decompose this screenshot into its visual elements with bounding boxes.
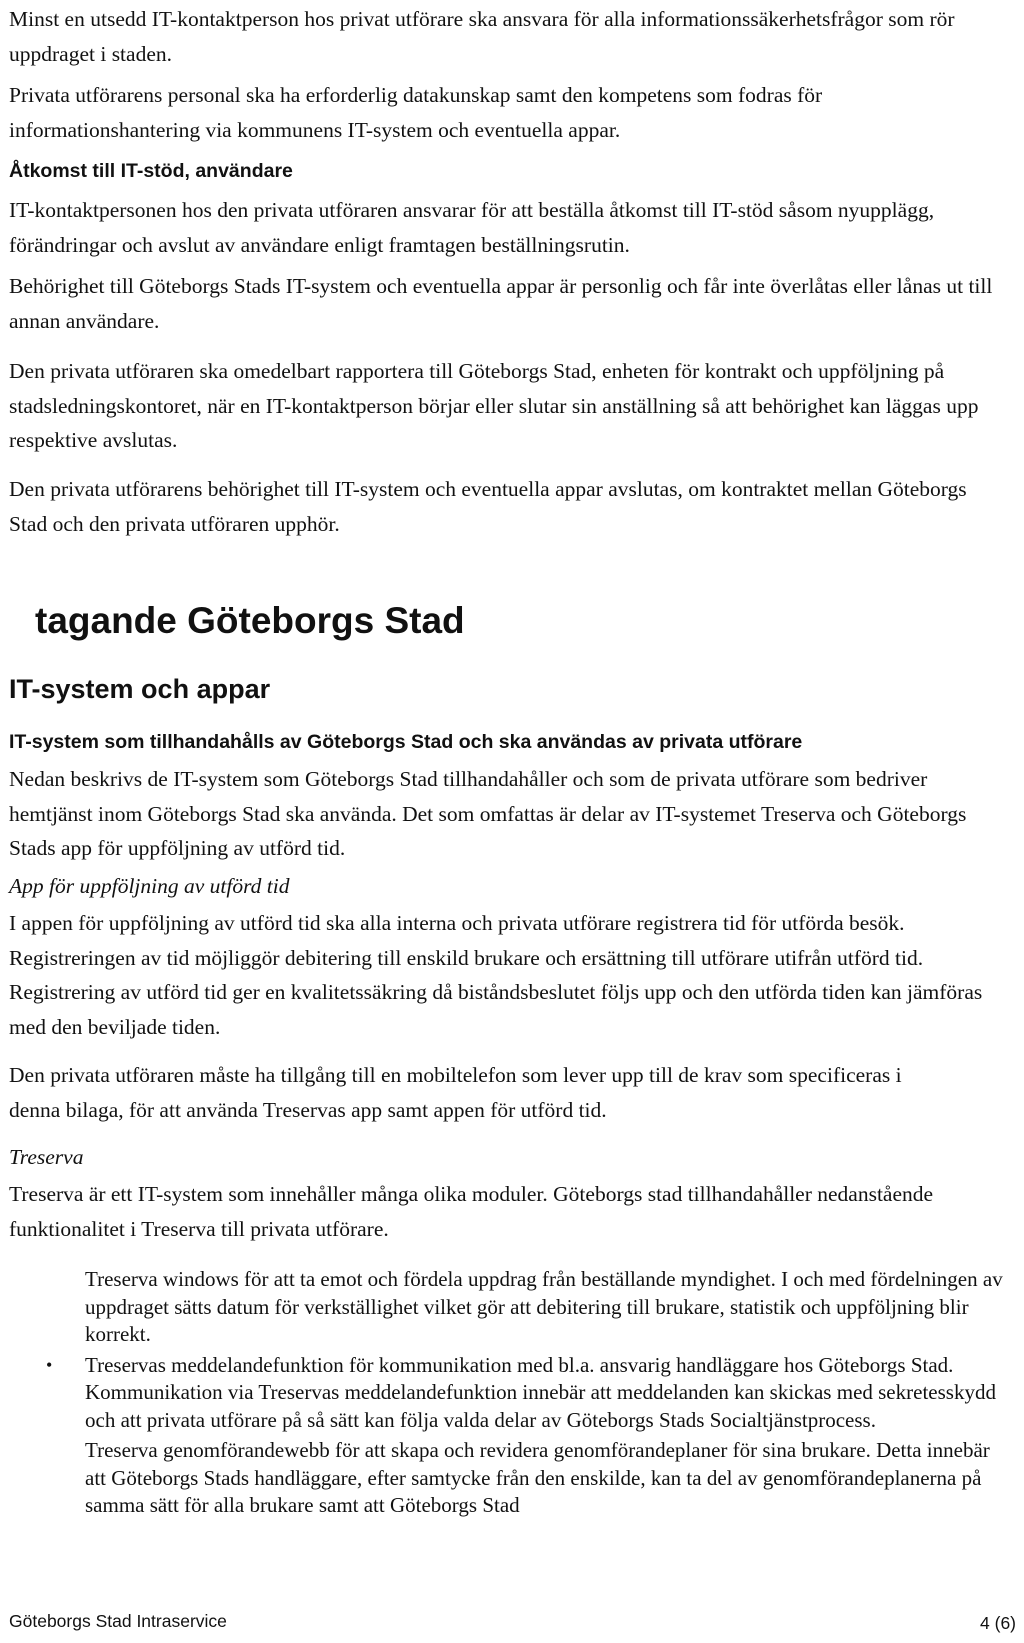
list-item	[85, 1437, 1005, 1520]
app-paragraph-2: Den privata utföraren måste ha tillgång till en mobiltelefon som lever upp till de krav som specificeras i denna bilaga, för att använda Treservas app samt appen för utförd tid.	[9, 1063, 902, 1122]
section-subheading: IT-system och appar	[9, 674, 271, 704]
bullet-marker: •	[46, 1354, 53, 1375]
intro-paragraph-1: Minst en utsedd IT-kontaktperson hos privat utförare ska ansvara för alla informationssäkerhetsfrågor som rör uppdraget i staden.	[9, 7, 955, 66]
treserva-paragraph-1: Treserva är ett IT-system som innehåller många olika moduler. Göteborgs stad tillhandahåller nedanstående funktionalitet i Treserva till privata utförare.	[9, 1182, 934, 1241]
list-item-text: Treserva genomförandewebb för att skapa och revidera genomförandeplaner för sina brukare. Detta innebär att Göteborgs Stads handläggare, efter samtycke från den enskilde, kan ta del av genomförandeplanerna på samma sätt för alla brukare samt att Göteborgs Stad	[85, 1438, 990, 1517]
intro-paragraph-2: Privata utförarens personal ska ha erforderlig datakunskap samt den kompetens som fodras för informationshantering via kommunens IT-system och eventuella appar.	[9, 83, 823, 142]
list-item	[46, 1352, 1005, 1435]
app-paragraph-1: I appen för uppföljning av utförd tid ska alla interna och privata utförare registrera tid för utförda besök. Registreringen av tid möjliggör debitering till enskild brukare och ersättning till utförare utifrån utförd tid. Registrering av utförd tid ger en kvalitetssäkring då biståndsbeslutet följs upp och den utförda tiden kan jämföras med den beviljade tiden.	[9, 911, 983, 1039]
access-paragraph-2: Behörighet till Göteborgs Stads IT-system och eventuella appar är personlig och får inte överlåtas eller lånas ut till annan användare.	[9, 274, 993, 333]
section-heading: tagande Göteborgs Stad	[35, 600, 465, 641]
footer-left: Göteborgs Stad Intraservice	[9, 1611, 227, 1631]
list-item	[85, 1266, 1005, 1349]
page-number: 4 (6)	[980, 1613, 1016, 1633]
app-heading: App för uppföljning av utförd tid	[9, 874, 290, 898]
section-subsubheading: IT-system som tillhandahålls av Göteborgs Stad och ska användas av privata utförare	[9, 731, 803, 753]
list-item-text: Treservas meddelandefunktion för kommunikation med bl.a. ansvarig handläggare hos Göteborgs Stad. Kommunikation via Treservas meddelandefunktion innebär att meddelanden kan skickas med sekretesskydd och att privata utförare på så sätt kan följa valda delar av Göteborgs Stads Socialtjänstprocess.	[85, 1352, 996, 1432]
section-paragraph-1: Nedan beskrivs de IT-system som Göteborgs Stad tillhandahåller och som de privata utförare som bedriver hemtjänst inom Göteborgs Stad ska använda. Det som omfattas är delar av IT-systemet Treserva och Göteborgs Stads app för uppföljning av utförd tid.	[9, 767, 967, 860]
access-paragraph-1: IT-kontaktpersonen hos den privata utföraren ansvarar för att beställa åtkomst till IT-stöd såsom nyupplägg, förändringar och avslut av användare enligt framtagen beställningsrutin.	[9, 198, 935, 257]
treserva-heading: Treserva	[9, 1145, 84, 1169]
access-paragraph-3: Den privata utföraren ska omedelbart rapportera till Göteborgs Stad, enheten för kontrakt och uppföljning på stadsledningskontoret, när en IT-kontaktperson börjar eller slutar sin anställning så att behörighet kan läggas upp respektive avslutas.	[9, 359, 979, 452]
access-heading: Åtkomst till IT-stöd, användare	[9, 160, 293, 182]
access-paragraph-4: Den privata utförarens behörighet till IT-system och eventuella appar avslutas, om kontraktet mellan Göteborgs Stad och den privata utföraren upphör.	[9, 477, 967, 536]
treserva-bullet-list	[46, 1266, 1005, 1520]
list-item-text: Treserva windows för att ta emot och fördela uppdrag från beställande myndighet. I och med fördelningen av uppdraget sätts datum för verkställighet vilket gör att debitering till brukare, statistik och uppföljning blir korrekt.	[85, 1267, 1003, 1346]
